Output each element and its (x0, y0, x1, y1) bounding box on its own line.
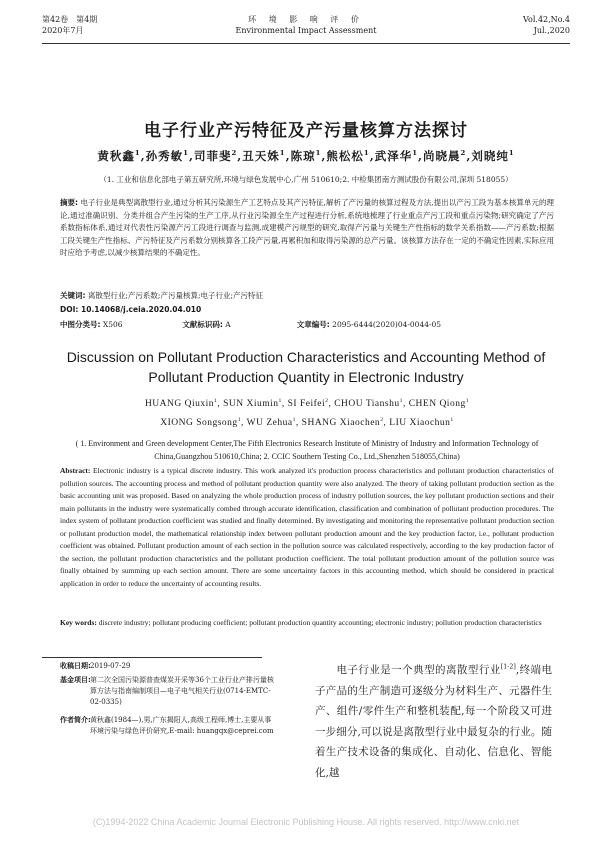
affiliation-marker: 1 (399, 397, 403, 404)
author-cn: 司菲斐 (193, 149, 232, 163)
header-rule (42, 43, 570, 44)
article-group (297, 319, 441, 330)
abstract-en (60, 465, 554, 590)
volume-en: Vol.42,No.4 (523, 15, 570, 24)
abstract-cn-label: 摘要: (60, 198, 79, 207)
affiliation-marker: 1 (134, 149, 141, 158)
author-cn: 丑天姝 (242, 149, 280, 163)
keywords-en (60, 617, 554, 630)
author-cn: 熊松松 (326, 149, 364, 163)
author-en: XIONG Songsong (160, 418, 238, 428)
abstract-cn (60, 197, 554, 260)
author-cn: 陈琼 (290, 149, 316, 163)
abstract-en-text: Electronic industry is a typical discrete industry. This work analyzed it's production process characteristics and pollutant production characteristics of pollution sources. The accounting process and method of pollutant production quantity were also analyzed. The theory of taking pollutant production section as the basic accounting unit was proposed. Based on analyzing the whole production process of industry pollution sources, the key pollutant production sections and their main pollutants in the industry were systematically combed through accurate identification, classification and combination of pollutant production procedures. The index system of pollutant production coefficient was studied and finally determined. By investigating and monitoring the representative pollutant production section or pollutant production model, the mathematical relationship index between pollutant production amount and the key production factor, i.e., pollutant production coefficient was obtained. Pollutant production amount of each section in the pollution source was calculated respectively, according to the key production factor of the section, the pollutant production characteristics and the pollutant production coefficient. The total pollutant production amount of the pollution source was finally obtained by summing up each section amount. There are some uncertainty factors in this accounting method, which should be considered in practical application in order to reduce the uncertainty of accounting results. (60, 466, 555, 588)
clc-label: 中图分类号: (60, 320, 101, 329)
date-en: Jul.,2020 (533, 26, 570, 35)
doc-label: 文献标识码: (182, 320, 223, 329)
affiliation-marker: 1 (412, 149, 419, 158)
keywords-cn-label: 关键词: (60, 291, 86, 300)
affiliation-marker: 1 (214, 397, 218, 404)
authors-en-line-1: HUANG Qiuxin$^1$, SUN Xiumin$^1$, SI Feifei$^2$, CHOU Tianshu$^1$, CHEN Qiong$^1$ (144, 397, 470, 409)
author-en: SI Feifei (287, 399, 326, 409)
affiliation-marker: 2 (380, 416, 384, 423)
keywords-cn (60, 290, 554, 301)
header-right (523, 14, 570, 36)
affiliation-marker: 1 (363, 149, 370, 158)
affiliation-marker: 1 (315, 149, 322, 158)
author-label: 作者简介: (60, 716, 91, 724)
abstract-en-label: Abstract: (60, 466, 91, 475)
classification-line (60, 319, 554, 330)
clc-value: X506 (102, 320, 123, 329)
author-cn: 孙秀敏 (145, 149, 184, 163)
author-en: LIU Xiaochun (389, 418, 451, 428)
affiliation-marker: 2 (460, 149, 467, 158)
volume-cn: 第42卷 第4期 (42, 15, 98, 24)
footnote-received (60, 661, 278, 672)
fund-label: 基金项目: (60, 676, 91, 684)
affiliation-marker: 1 (450, 416, 454, 423)
author-en: CHOU Tianshu (334, 399, 400, 409)
author-cn: 刘晓纯 (471, 149, 509, 163)
footnote-fund (60, 675, 278, 708)
doi: DOI: 10.14068/j.ceia.2020.04.010 (60, 305, 202, 314)
affiliation-marker: 1 (465, 397, 470, 404)
body-text-a: 电子行业是一个典型的离散型行业 (336, 664, 501, 676)
author-cn: 武泽华 (374, 149, 413, 163)
authors-cn: 黄秋鑫$^1$,孙秀敏$^1$,司菲斐$^2$,丑天姝$^1$,陈琼$^1$,熊松松$^1$,武泽华$^1$,尚晓晨$^2$,刘晓纯$^1$ (97, 149, 515, 163)
clc-group (60, 319, 180, 330)
citation: [1-2] (500, 663, 516, 671)
affiliation-marker: 1 (279, 149, 286, 158)
affiliation-marker: 1 (508, 149, 515, 158)
date-cn: 2020年7月 (42, 26, 84, 35)
affiliation-marker: 2 (325, 397, 329, 404)
affiliation-marker: 1 (237, 416, 242, 423)
abstract-cn-text: 电子行业是典型离散型行业,通过分析其污染源生产工艺特点及其产污特征,解析了产污量的核算过程及方法,提出以产污工段为基本核算单元的理论,通过准确识别、分类并组合产生污染的生产工序,从行业污染源全生产过程进行分析,系统地梳理了行业重点产污工段和重点污染物;研究确定了产污系数指标体系,通过对代表性污染源产污工段进行调查与监测,成建模产污规型的研究,取得产污量与关键生产性指标的数学关系指数——产污系数;根据工段关键生产性指标、产污特征及产污系数分别核算各工段产污量,再累积加和取得污染源的总产污量。该核算方法存在一定的不确定性因素,实际应用时应给予考虑,以减少核算结果的不确定性。 (60, 198, 554, 257)
body-text-b: ,终端电子产品的生产制造可逐级分为材料生产、元器件生产、组件/零件生产和整机装配,每一个阶段又可进一步细分,可以说是离散型行业中最复杂的行业。随着生产技术设备的集成化、自动化、信息化、智能化,越 (315, 664, 553, 779)
article-value: 2095-6444(2020)04-0044-05 (332, 320, 442, 329)
keywords-en-label: Key words: (60, 618, 97, 627)
authors-en-line-2: XIONG Songsong$^1$, WU Zehua$^1$, SHANG Xiaochen$^2$, LIU Xiaochun$^1$ (160, 416, 454, 428)
received-value: 2019-07-29 (90, 662, 131, 670)
author-en: WU Zehua (246, 418, 293, 428)
received-label: 收稿日期: (60, 662, 91, 670)
keywords-en-text: discrete industry; pollutant producing coefficient; pollutant production quantity accounting; electronic industry; pollution production characteristics (98, 618, 542, 627)
author-en: HUANG Qiuxin (144, 399, 215, 409)
author-en: SHANG Xiaochen (301, 418, 381, 428)
author-value: 黄秋鑫(1984—),男,广东揭阳人,高级工程师,博士,主要从事环境污染与绿色评价研究,E-mail: huangqx@ceprei.com (90, 716, 274, 735)
title-cn: 电子行业产污特征及产污量核算方法探讨 (144, 121, 468, 141)
running-header (42, 14, 570, 40)
footnote-author (60, 715, 278, 737)
affiliation-en: ( 1. Environment and Green development Center,The Fifth Electronics Research Institute of Ministry of Industry and Information Technology of China,Guangzhou 510610,China; 2. CCIC Southern Testing Co., Ltd.,Shenzhen 518055,China) (75, 439, 539, 461)
author-cn: 尚晓晨 (423, 149, 461, 163)
doc-value: A (225, 320, 231, 329)
keywords-cn-text: 离散型行业;产污系数;产污量核算;电子行业;产污特征 (87, 291, 263, 300)
author-en: CHEN Qiong (408, 399, 466, 409)
title-en: Discussion on Pollutant Production Characteristics and Accounting Method of Pollutant Production Quantity in Electronic Industry (66, 349, 546, 385)
author-en: SUN Xiumin (223, 399, 279, 409)
body-text-cn (315, 660, 552, 783)
journal-name-cn: 环 境 影 响 评 价 (248, 15, 364, 24)
authors-en (60, 395, 554, 433)
affiliation-marker: 1 (183, 149, 189, 158)
affiliation-marker: 2 (231, 149, 238, 158)
footnote-rule (42, 657, 262, 658)
copyright-watermark: (C)1994-2022 China Academic Journal Electronic Publishing House. All rights reserved. http://www.cnki.net (92, 817, 520, 827)
article-label: 文章编号: (296, 320, 330, 329)
author-cn: 黄秋鑫 (97, 149, 135, 163)
header-center (42, 14, 570, 36)
affiliation-marker: 1 (292, 416, 296, 423)
affiliation-cn: （1. 工业和信息化部电子第五研究所,环境与绿色发展中心,广州 510610;2. 中检集团南方测试股份有限公司,深圳 518055） (99, 175, 513, 184)
affiliation-marker: 1 (278, 397, 282, 404)
doc-group (182, 319, 294, 330)
journal-name-en: Environmental Impact Assessment (235, 26, 377, 35)
fund-value: 第二次全国污染源普查煤炭开采等36个工业行业产排污量核算方法与指南编制项目—电子电气相关行业(0714-EMTC-02-0335) (90, 676, 274, 706)
